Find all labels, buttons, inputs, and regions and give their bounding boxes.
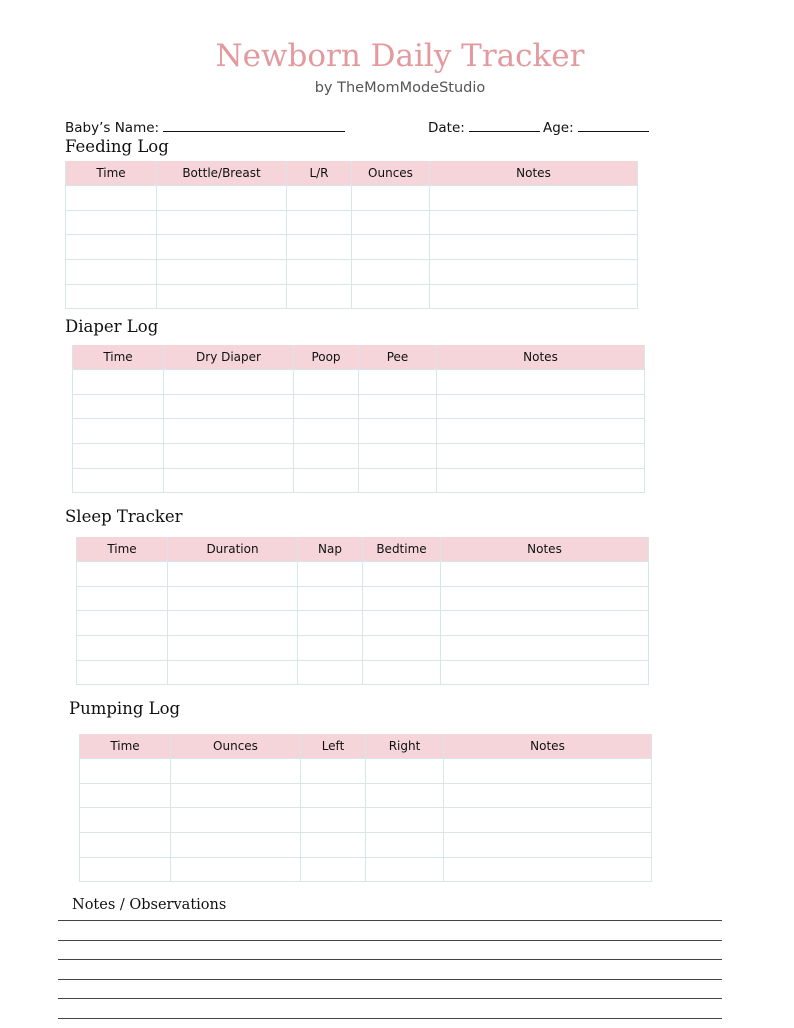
table-cell[interactable] [301, 857, 366, 882]
table-cell[interactable] [294, 444, 359, 469]
table-cell[interactable] [359, 394, 437, 419]
table-row [80, 759, 652, 784]
table-cell[interactable] [444, 783, 652, 808]
table-cell[interactable] [430, 260, 638, 285]
table-body [80, 759, 652, 882]
table-cell[interactable] [66, 186, 157, 211]
table-cell[interactable] [287, 260, 352, 285]
column-header: Duration [168, 537, 298, 562]
table-cell[interactable] [80, 759, 171, 784]
table-cell[interactable] [77, 611, 168, 636]
table-cell[interactable] [441, 562, 649, 587]
table-cell[interactable] [171, 783, 301, 808]
table-row [77, 611, 649, 636]
table-cell[interactable] [441, 636, 649, 661]
table-cell[interactable] [366, 833, 444, 858]
table-cell[interactable] [444, 808, 652, 833]
table-body [66, 186, 638, 309]
table-cell[interactable] [437, 468, 645, 493]
table-row [66, 210, 638, 235]
table-cell[interactable] [359, 370, 437, 395]
table-header-row [80, 734, 652, 759]
table-cell[interactable] [168, 586, 298, 611]
column-header: Notes [441, 537, 649, 562]
table-cell[interactable] [77, 660, 168, 685]
table-cell[interactable] [168, 562, 298, 587]
age-field[interactable] [543, 118, 649, 136]
table-cell[interactable] [298, 586, 363, 611]
sleep-tracker-title: Sleep Tracker [65, 507, 183, 526]
table-cell[interactable] [363, 636, 441, 661]
table-cell[interactable] [80, 857, 171, 882]
table-cell[interactable] [366, 808, 444, 833]
table-cell[interactable] [80, 833, 171, 858]
table-header-row [73, 345, 645, 370]
table-cell[interactable] [294, 394, 359, 419]
pumping-log-title: Pumping Log [69, 699, 181, 718]
table-cell[interactable] [366, 759, 444, 784]
column-header: Right [366, 734, 444, 759]
table-cell[interactable] [441, 660, 649, 685]
table-row [80, 857, 652, 882]
column-header: Poop [294, 345, 359, 370]
table-cell[interactable] [301, 783, 366, 808]
table-row [73, 394, 645, 419]
table-cell[interactable] [430, 210, 638, 235]
table-cell[interactable] [287, 284, 352, 309]
table-row [73, 419, 645, 444]
diaper-log-table [72, 345, 645, 493]
table-cell[interactable] [287, 210, 352, 235]
table-cell[interactable] [294, 370, 359, 395]
table-cell[interactable] [441, 586, 649, 611]
table-cell[interactable] [73, 370, 164, 395]
table-cell[interactable] [77, 636, 168, 661]
column-header: Pee [359, 345, 437, 370]
table-cell[interactable] [363, 611, 441, 636]
table-header-row [77, 537, 649, 562]
column-header: Time [80, 734, 171, 759]
table-cell[interactable] [73, 468, 164, 493]
column-header: Left [301, 734, 366, 759]
table-cell[interactable] [352, 210, 430, 235]
table-cell[interactable] [359, 468, 437, 493]
notes-line[interactable] [58, 1018, 722, 1019]
table-row [77, 636, 649, 661]
table-cell[interactable] [444, 833, 652, 858]
table-cell[interactable] [287, 186, 352, 211]
table-cell[interactable] [157, 284, 287, 309]
baby-name-blank[interactable] [163, 118, 345, 132]
column-header: Dry Diaper [164, 345, 294, 370]
table-cell[interactable] [157, 186, 287, 211]
table-cell[interactable] [164, 444, 294, 469]
notes-line[interactable] [58, 998, 722, 999]
table-row [66, 284, 638, 309]
notes-line[interactable] [58, 920, 722, 921]
table-cell[interactable] [363, 562, 441, 587]
table-cell[interactable] [73, 444, 164, 469]
table-cell[interactable] [287, 235, 352, 260]
table-cell[interactable] [363, 660, 441, 685]
table-cell[interactable] [352, 186, 430, 211]
table-row [73, 468, 645, 493]
table-cell[interactable] [352, 260, 430, 285]
table-row [77, 660, 649, 685]
table-row [66, 260, 638, 285]
table-cell[interactable] [430, 186, 638, 211]
table-cell[interactable] [359, 419, 437, 444]
table-header-row [66, 161, 638, 186]
column-header: Bottle/Breast [157, 161, 287, 186]
table-cell[interactable] [294, 419, 359, 444]
table-cell[interactable] [168, 660, 298, 685]
table-body [77, 562, 649, 685]
table-row [66, 186, 638, 211]
table-cell[interactable] [66, 210, 157, 235]
table-cell[interactable] [301, 833, 366, 858]
table-cell[interactable] [444, 857, 652, 882]
feeding-log-title: Feeding Log [65, 137, 169, 156]
table-cell[interactable] [157, 235, 287, 260]
table-cell[interactable] [301, 759, 366, 784]
table-row [77, 562, 649, 587]
notes-line[interactable] [58, 979, 722, 980]
table-cell[interactable] [352, 284, 430, 309]
table-cell[interactable] [80, 783, 171, 808]
table-cell[interactable] [164, 394, 294, 419]
feeding-log-table [65, 161, 638, 309]
table-cell[interactable] [298, 660, 363, 685]
column-header: Bedtime [363, 537, 441, 562]
table-cell[interactable] [168, 636, 298, 661]
table-cell[interactable] [430, 235, 638, 260]
date-label: Date: [428, 120, 465, 136]
column-header: L/R [287, 161, 352, 186]
page-subtitle: by TheMomModeStudio [314, 80, 486, 96]
column-header: Notes [430, 161, 638, 186]
date-field[interactable] [428, 118, 540, 136]
table-cell[interactable] [77, 562, 168, 587]
table-cell[interactable] [171, 833, 301, 858]
table-row [80, 783, 652, 808]
table-cell[interactable] [437, 370, 645, 395]
table-cell[interactable] [66, 260, 157, 285]
table-cell[interactable] [437, 394, 645, 419]
notes-line[interactable] [58, 959, 722, 960]
sleep-tracker-table [76, 537, 649, 685]
page-title: Newborn Daily Tracker [215, 38, 585, 74]
table-cell[interactable] [301, 808, 366, 833]
baby-name-field[interactable] [65, 118, 345, 136]
column-header: Notes [444, 734, 652, 759]
notes-line[interactable] [58, 940, 722, 941]
table-cell[interactable] [164, 370, 294, 395]
table-cell[interactable] [430, 284, 638, 309]
age-blank[interactable] [578, 118, 649, 132]
table-cell[interactable] [444, 759, 652, 784]
table-row [77, 586, 649, 611]
column-header: Ounces [352, 161, 430, 186]
table-body [73, 370, 645, 493]
table-cell[interactable] [437, 444, 645, 469]
pumping-log-table [79, 734, 652, 882]
column-header: Time [73, 345, 164, 370]
table-cell[interactable] [366, 857, 444, 882]
baby-name-label: Baby’s Name: [65, 120, 160, 136]
table-row [73, 444, 645, 469]
table-row [73, 370, 645, 395]
column-header: Nap [298, 537, 363, 562]
table-cell[interactable] [171, 857, 301, 882]
table-cell[interactable] [73, 394, 164, 419]
table-cell[interactable] [171, 808, 301, 833]
table-cell[interactable] [298, 562, 363, 587]
table-cell[interactable] [441, 611, 649, 636]
column-header: Time [66, 161, 157, 186]
column-header: Time [77, 537, 168, 562]
table-cell[interactable] [157, 210, 287, 235]
diaper-log-title: Diaper Log [65, 317, 159, 336]
table-cell[interactable] [298, 611, 363, 636]
table-row [80, 808, 652, 833]
table-cell[interactable] [80, 808, 171, 833]
table-cell[interactable] [73, 419, 164, 444]
table-cell[interactable] [168, 611, 298, 636]
table-cell[interactable] [77, 586, 168, 611]
table-cell[interactable] [359, 444, 437, 469]
table-cell[interactable] [437, 419, 645, 444]
table-row [80, 833, 652, 858]
table-cell[interactable] [294, 468, 359, 493]
table-cell[interactable] [366, 783, 444, 808]
table-cell[interactable] [66, 284, 157, 309]
table-row [66, 235, 638, 260]
table-cell[interactable] [164, 468, 294, 493]
table-cell[interactable] [164, 419, 294, 444]
age-label: Age: [543, 120, 574, 136]
table-cell[interactable] [171, 759, 301, 784]
notes-title: Notes / Observations [72, 897, 227, 913]
column-header: Notes [437, 345, 645, 370]
table-cell[interactable] [66, 235, 157, 260]
date-blank[interactable] [469, 118, 540, 132]
table-cell[interactable] [352, 235, 430, 260]
table-cell[interactable] [157, 260, 287, 285]
table-cell[interactable] [363, 586, 441, 611]
column-header: Ounces [171, 734, 301, 759]
table-cell[interactable] [298, 636, 363, 661]
